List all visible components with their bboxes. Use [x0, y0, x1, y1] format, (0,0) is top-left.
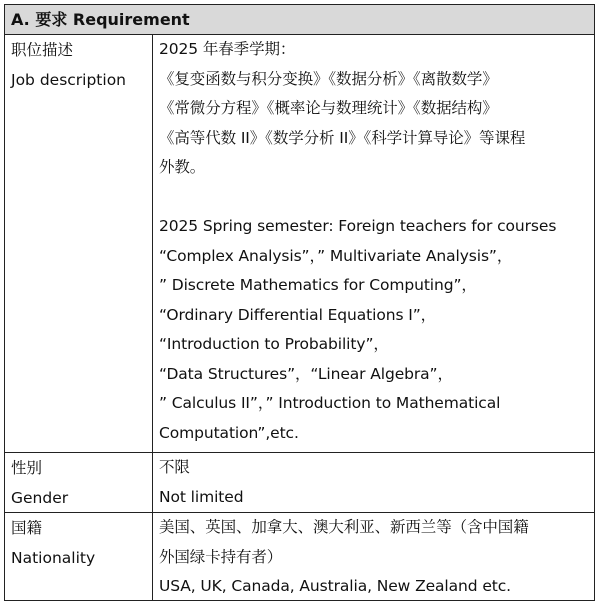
gender-label — [5, 453, 153, 512]
requirement-table — [4, 4, 595, 601]
job-description-label-en: Job description — [11, 71, 127, 89]
gender-label-en: Gender — [11, 489, 69, 507]
job-en-line: ” Calculus II”，” Introduction to Mathematical — [159, 394, 501, 412]
job-description-value — [153, 35, 594, 452]
paragraph-gap — [159, 183, 594, 213]
job-cn-line: 2025 年春季学期： — [159, 40, 296, 58]
gender-value-cn: 不限 — [159, 458, 190, 476]
gender-value — [153, 453, 594, 512]
job-description-label-cn: 职位描述 — [11, 41, 74, 59]
nationality-line: 外国绿卡持有者） — [159, 547, 283, 566]
table-row-gender — [5, 453, 594, 513]
job-en-line: “Ordinary Differential Equations I”， — [159, 305, 437, 324]
job-en-line: 2025 Spring semester: Foreign teachers for courses — [159, 217, 557, 235]
job-cn-line: 《常微分方程》《概率论与数理统计》《数据结构》 — [159, 99, 498, 117]
nationality-label-en: Nationality — [11, 549, 96, 567]
job-en-line: “Complex Analysis”，” Multivariate Analysis”， — [159, 246, 513, 265]
job-en-line: “Data Structures”，“Linear Algebra”， — [159, 364, 453, 383]
nationality-value — [153, 513, 594, 601]
job-en-line: Computation”,etc. — [159, 423, 299, 442]
table-row-job-description — [5, 35, 594, 453]
table-row-nationality — [5, 513, 594, 601]
job-cn-line: 外教。 — [159, 158, 206, 176]
nationality-label-cn: 国籍 — [11, 519, 43, 537]
job-en-line: “Introduction to Probability”， — [159, 335, 389, 353]
job-cn-line: 《复变函数与积分变换》《数据分析》《离散数学》 — [159, 69, 498, 88]
gender-value-en: Not limited — [159, 487, 244, 506]
nationality-line: 美国、英国、加拿大、澳大利亚、新西兰等（含中国籍 — [159, 518, 529, 536]
job-description-label — [5, 35, 153, 452]
table-header: A. 要求 Requirement — [5, 5, 594, 35]
job-en-line: ” Discrete Mathematics for Computing”， — [159, 276, 477, 294]
nationality-label — [5, 513, 153, 601]
nationality-line: USA, UK, Canada, Australia, New Zealand etc. — [159, 577, 511, 595]
gender-label-cn: 性别 — [11, 459, 43, 477]
job-cn-line: 《高等代数 II》《数学分析 II》《科学计算导论》等课程 — [159, 128, 526, 147]
